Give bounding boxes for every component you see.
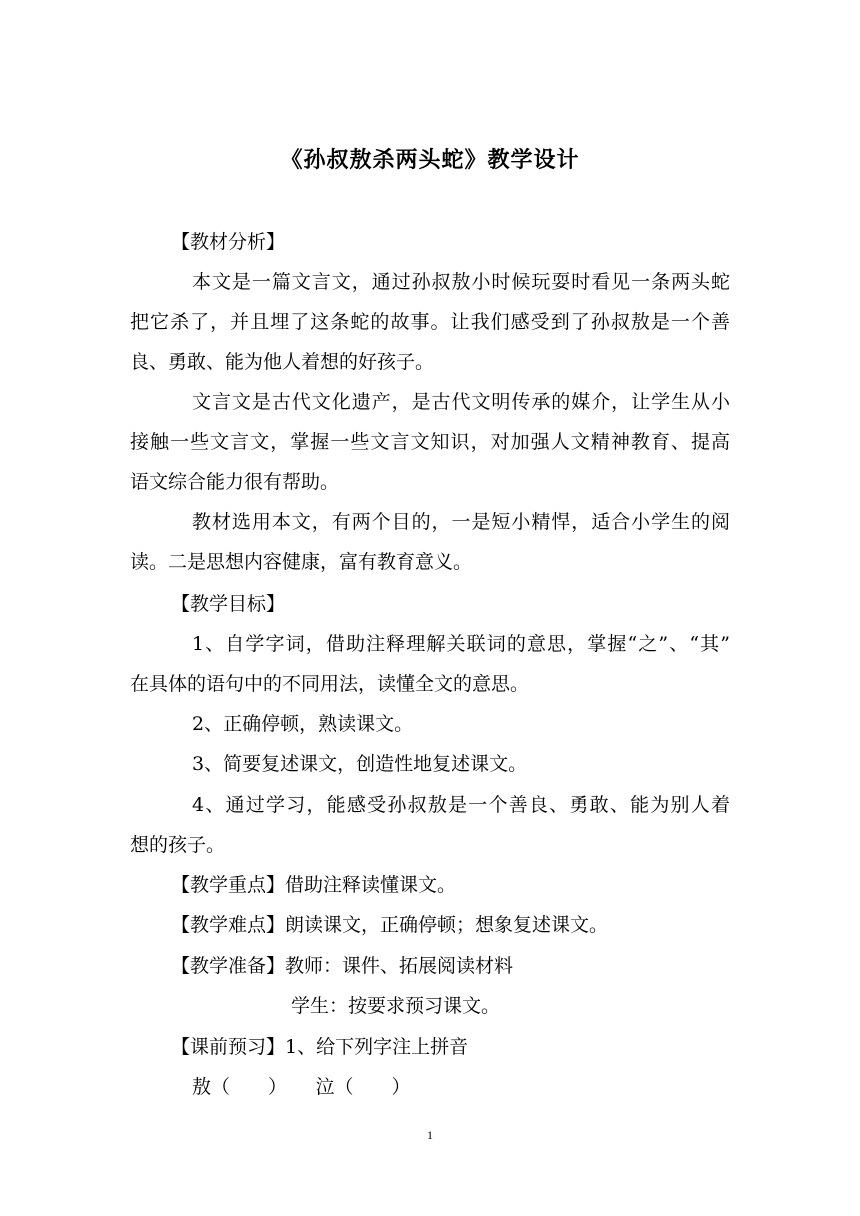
paragraph-line: 教材选用本文，有两个目的，一是短小精悍，适合小学生的阅 [192, 511, 730, 533]
teaching-difficulties: 【教学难点】朗读课文，正确停顿；想象复述课文。 [171, 914, 609, 936]
section-heading-teaching-goals: 【教学目标】 [171, 593, 286, 615]
teaching-preparation: 【教学准备】教师：课件、拓展阅读材料 [171, 955, 514, 977]
paragraph-line: 良、勇敢、能为他人着想的好孩子。 [130, 351, 435, 373]
goal-item-1: 1、自学字词，借助注释理解关联词的意思，掌握“之”、“其” [192, 633, 730, 655]
goal-item-1-continued: 在具体的语句中的不同用法，读懂全文的意思。 [130, 673, 530, 695]
paragraph-line: 本文是一篇文言文，通过孙叔敖小时候玩耍时看见一条两头蛇 [192, 271, 730, 293]
paragraph-line: 把它杀了，并且埋了这条蛇的故事。让我们感受到了孙叔敖是一个善 [130, 311, 730, 333]
paragraph-line: 文言文是古代文化遗产，是古代文明传承的媒介，让学生从小 [192, 391, 730, 413]
teaching-preparation-students: 学生：按要求预习课文。 [291, 995, 501, 1017]
pinyin-exercise: 敖（ ） 泣（ ） [192, 1076, 411, 1098]
paragraph-line: 读。二是思想内容健康，富有教育意义。 [130, 551, 473, 573]
paragraph-line: 接触一些文言文，掌握一些文言文知识，对加强人文精神教育、提高 [130, 431, 730, 453]
goal-item-4: 4、通过学习，能感受孙叔敖是一个善良、勇敢、能为别人着 [192, 794, 730, 816]
page-number: 1 [427, 1128, 433, 1142]
goal-item-3: 3、简要复述课文，创造性地复述课文。 [192, 753, 528, 775]
paragraph-line: 语文综合能力很有帮助。 [130, 471, 340, 493]
goal-item-2: 2、正确停顿，熟读课文。 [192, 713, 414, 735]
pre-class-preview: 【课前预习】1、给下列字注上拼音 [171, 1036, 469, 1058]
teaching-key-points: 【教学重点】借助注释读懂课文。 [171, 874, 457, 896]
document-title: 《孙叔敖杀两头蛇》教学设计 [280, 148, 580, 173]
goal-item-4-continued: 想的孩子。 [130, 834, 226, 856]
section-heading-textbook-analysis: 【教材分析】 [171, 231, 286, 253]
